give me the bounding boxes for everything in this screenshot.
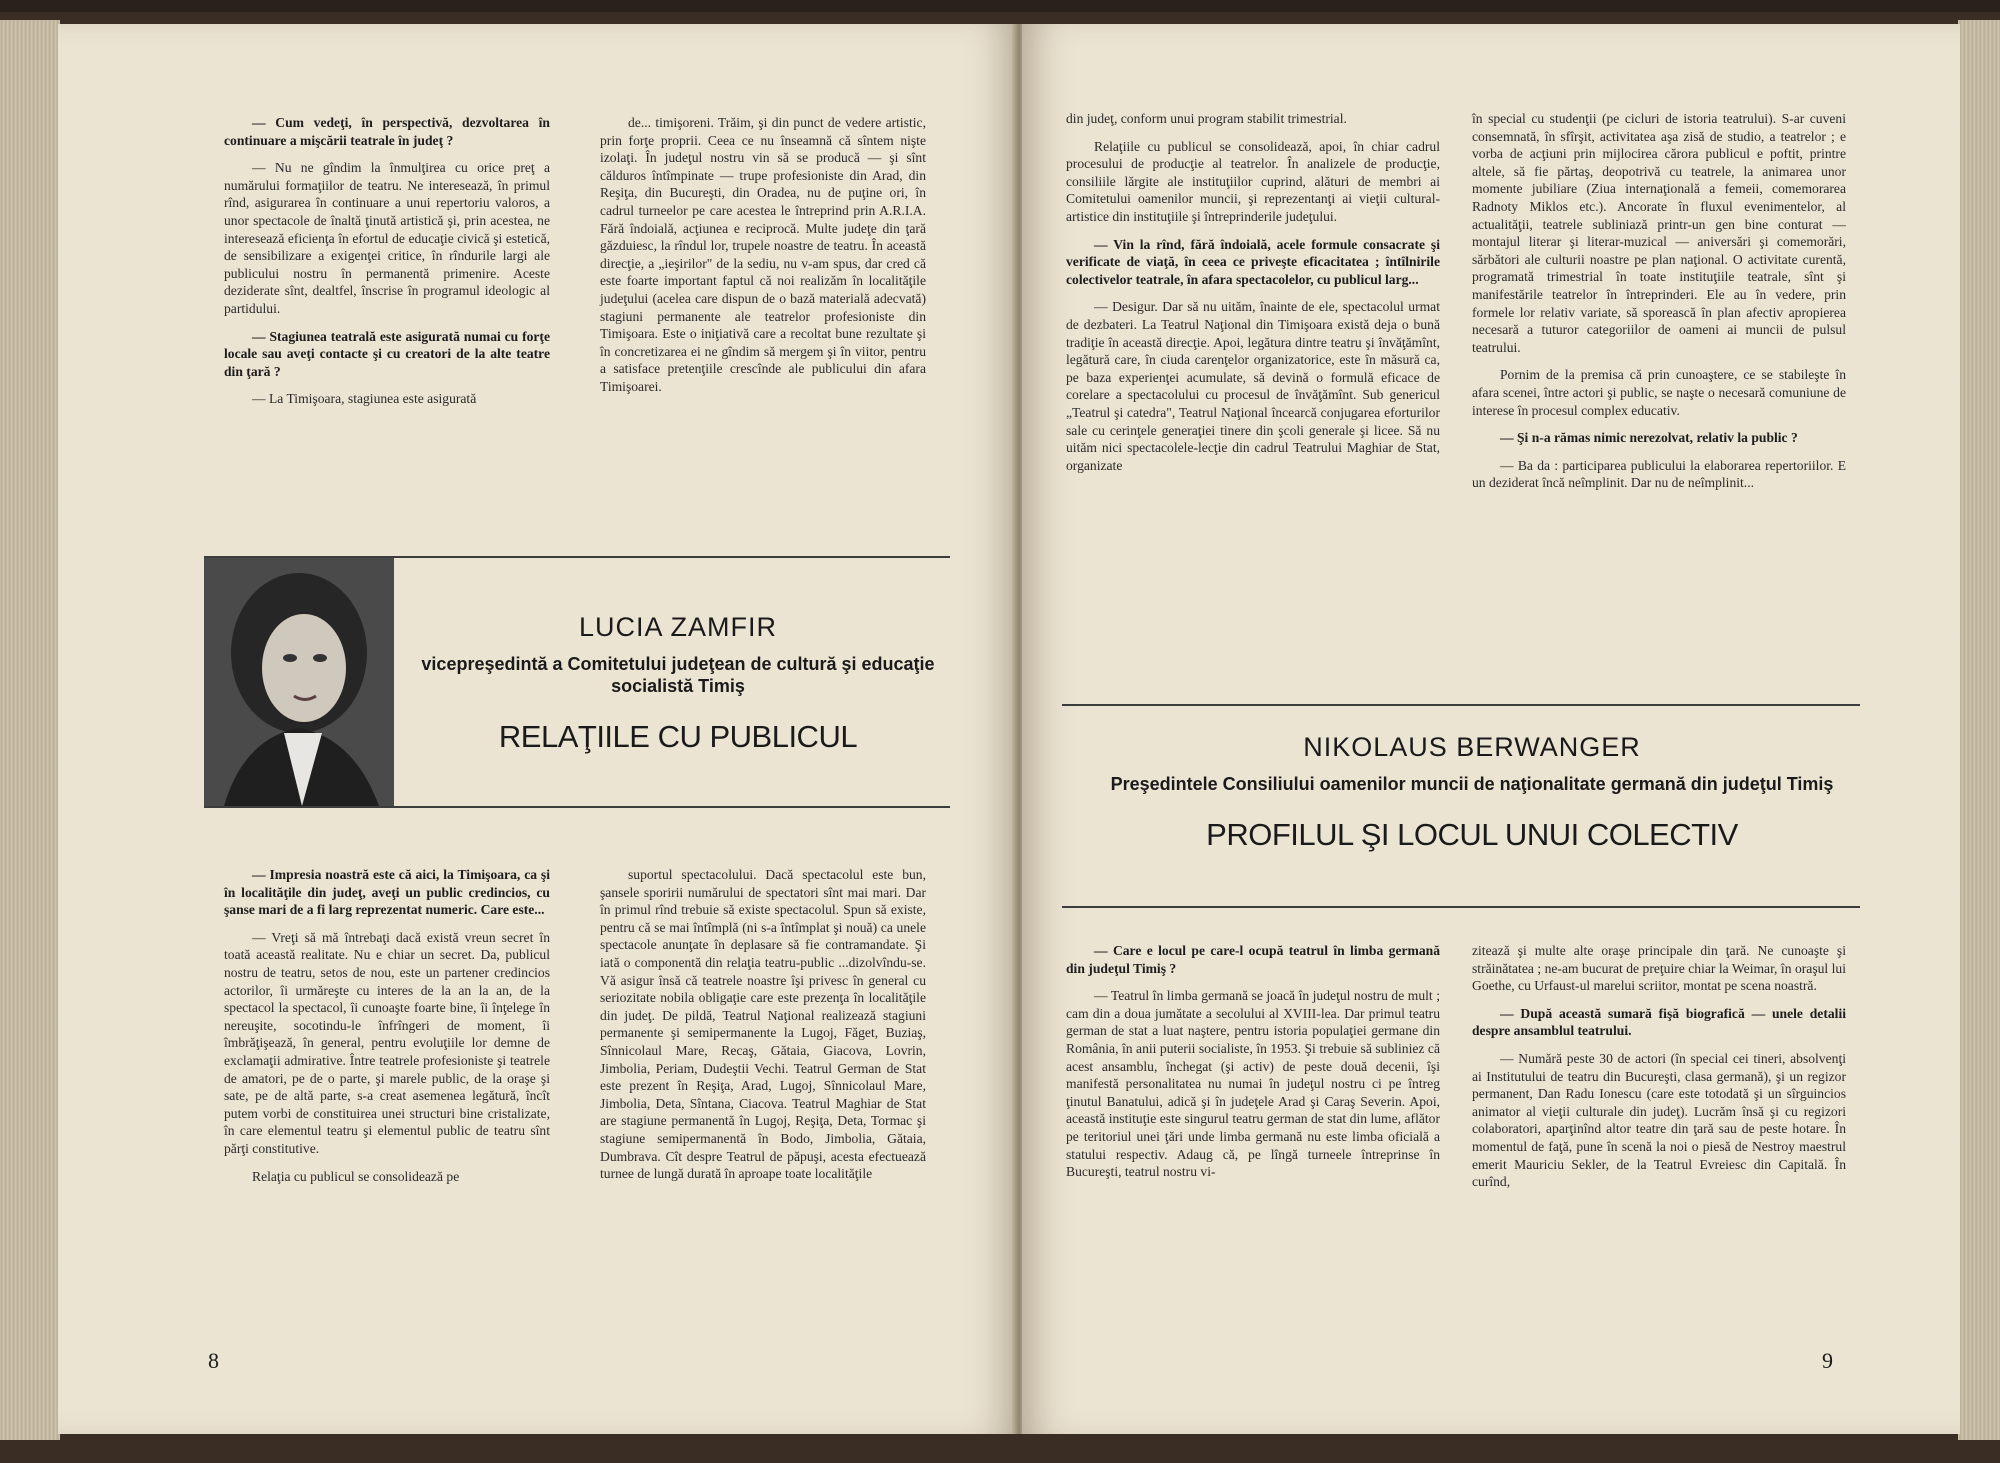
left-bottom-column-2 [600, 866, 926, 1193]
article-title-right: PROFILUL ŞI LOCUL UNUI COLECTIV [1206, 817, 1738, 852]
paragraph: — Ba da : participarea publicului la elaborarea repertoriilor. E un deziderat încă neîmplinit. Dar nu de neîmplinit... [1472, 457, 1846, 491]
paragraph: Pornim de la premisa că prin cunoaştere, ce se stabileşte în afara scenei, între actori şi public, se naşte o necesară comuniune de interese în procesul complex educativ. [1472, 367, 1846, 418]
right-top-column-1 [1066, 110, 1440, 484]
paragraph: Relaţia cu publicul se consolidează pe [252, 1168, 460, 1184]
page-edges-left [0, 20, 60, 1440]
right-top-column-2 [1472, 110, 1846, 502]
top-divider-rule-right [1062, 704, 1860, 706]
paragraph: zitează şi multe alte oraşe principale din ţară. Ne cunoaşte şi străinătatea ; ne-am bucurat de preţuire chiar la Weimar, în oraşul lui Goethe, cu Urfaust-ul marelui scriitor, montat pe scena noastră. [1472, 943, 1846, 994]
page-number-right: 9 [1822, 1348, 1833, 1373]
interviewee-name: LUCIA ZAMFIR [578, 612, 778, 642]
paragraph: — Nu ne gîndim la înmulţirea cu orice preţ a numărului formaţiilor de teatru. Ne interesează, în primul rînd, asigurarea în continuare a unui repertoriu valoros, a unor spectacole de înaltă ţinută artistică şi, prin acestea, ne interesează eficienţa în efortul de educaţie civică şi estetică, de sensibilizare a exigenţei critice, în rîndurile largi ale publicului nostru în permanentă primenire. Aceste deziderate sînt, dealtfel, înscrise în programul ideologic al partidului. [224, 160, 550, 316]
interviewee-role-right: Preşedintele Consiliului oamenilor muncii de naţionalitate germană din judeţul Timiş [1110, 774, 1834, 794]
interview-question: — Care e locul pe care-l ocupă teatrul în limba germană din judeţul Timiş ? [1066, 943, 1440, 976]
interview-question: — După această sumară fişă biografică — unele detalii despre ansamblul teatrului. [1472, 1005, 1846, 1039]
left-top-column-1 [224, 114, 550, 418]
paragraph: din judeţ, conform unui program stabilit trimestrial. [1066, 111, 1347, 126]
book-binding [0, 0, 2000, 12]
interviewee-role: vicepreşedintă a Comitetului judeţean de cultură şi educaţie socialistă Timiş [421, 654, 935, 696]
interview-question: — Cum vedeţi, în perspectivă, dezvoltarea în continuare a mişcării teatrale în judeţ ? [224, 115, 550, 148]
interview-question: — Vin la rînd, fără îndoială, acele formule consacrate şi verificate de viaţă, în ceea ce priveşte eficacitatea ; întîlnirile colectivelor teatrale, în afara spectacolelor, cu publicul larg... [1066, 236, 1440, 287]
interview-question: — Impresia noastră este că aici, la Timişoara, ca şi în localităţile din judeţ, aveţi un public credincios, cu şanse mari de a fi larg reprezentat numeric. Care este... [224, 867, 550, 918]
paragraph: Relaţiile cu publicul se consolidează, apoi, în chiar cadrul procesului de producţie al teatrelor. În analizele de producţie, consiliile lărgite ale instituţiilor cuprind, alături de membri ai Comitetului oamenilor muncii, şi reprezentanţi ai vieţii cultural-artistice din instituţiile şi întreprinderile judeţului. [1066, 138, 1440, 224]
paragraph: de... timişoreni. Trăim, şi din punct de vedere artistic, prin forţe proprii. Ceea ce nu înseamnă că sîntem nişte izolaţi. În judeţul nostru vin să se producă — şi sînt călduros întîmpinate — trupe profesioniste din Arad, din Reşiţa, din Bucureşti, din Oradea, nu de puţine ori, în cadrul turneelor pe care acestea le întreprind prin A.R.I.A. Fără îndoială, acţiunea e reciprocă. Multe judeţe din ţară găzduiesc, la rîndul lor, trupele noastre de teatru. În această direcţie, a „ieşirilor" de la sediu, nu v-am spus, dar cred că este foarte important faptul că noi realizăm în localităţile judeţului (acelea care dispun de o bază materială adecvată) stagiuni permanente ale teatrelor profesioniste din Timişoara. Este o iniţiativă care a recoltat bune rezultate şi în concretizarea ei ne gîndim să mergem şi în viitor, pentru a satisface pretenţiile crescînde ale publicului din afara Timişoarei. [600, 115, 926, 394]
paragraph: suportul spectacolului. Dacă spectacolul este bun, şansele sporirii numărului de spectatori sînt mai mari. Dar în primul rînd trebuie să existe spectacolul. Spun să existe, pentru că se mai întîmplă (ni s-a întîmplat şi nouă) ca unele spectacole anunţate în deplasare să fie contramandate. Şi iată o componentă din relaţia teatru-public ...dizolvîndu-se. Vă asigur însă că teatrele noastre îşi privesc în general cu seriozitate nobila obligaţie care este prezenţa în localităţile din judeţ. De pildă, Teatrul Naţional realizează stagiuni permanente şi semipermanente la Lugoj, Făget, Buziaş, Sînnicolaul Mare, Recaş, Gătaia, Giacova, Lovrin, Jimbolia, Periam, Dudeştii Vechi. Teatrul German de Stat este prezent în Reşiţa, Arad, Lugoj, Sînnicolaul Mare, Jimbolia, Deta, Sîntana, Ciacova. Teatrul Maghiar de Stat are stagiune permanentă în Lugoj, Reşiţa, Deta, Tormac şi stagiune semipermanentă în Bodo, Jimbolia, Gătaia, Dumbrava. Cît despre Teatrul de păpuşi, acesta efectuează turnee de lungă durată în aproape toate localităţile [600, 867, 926, 1182]
mid-divider-rule-right [1062, 906, 1860, 908]
article-title: RELAŢIILE CU PUBLICUL [498, 719, 858, 754]
paragraph: — Teatrul în limba germană se joacă în judeţul nostru de mult ; cam din a doua jumătate a secolului al XVIII-lea. Dar primul teatru german de stat a luat naştere, pentru istoria populaţiei germane din România, în anii puterii socialiste, în 1953. Şi trebuie să subliniez că acest ansamblu, închegat (şi activ) de peste două decenii, îşi manifestă personalitatea nu numai în judeţul nostru ci pe întreg ţinutul Banatului, adică şi în judeţele Arad şi Caraş Severin. Apoi, această instituţie este singurul teatru german de stat din lume, aflător pe teritoriul unei ţări unde limba germană nu este limba oficială a statului respectiv. Adaug că, pe lîngă turneele întreprinse în Bucureşti, teatrul nostru vi- [1066, 988, 1440, 1180]
page-number-left: 8 [208, 1348, 219, 1373]
paragraph: — Vreţi să mă întrebaţi dacă există vreun secret în toată această realitate. Nu e chiar un secret. Da, publicul nostru de teatru, setos de nou, este un partener credincios actorilor, îi urmăreşte cu interes de la an la an, de la spectacol la spectacol, îi cunoaşte foarte bine, îi înţelege în nereuşite, socotindu-le înfrîngeri de moment, îi îmbrăţişează, în general, pentru evoluţiile lor demne de exclamaţii admirative. Între teatrele profesioniste şi teatrele de amatori, pe de o parte, şi marele public, de la oraşe şi sate, pe de altă parte, s-a creat asemenea legătură, încît putem vorbi de constituirea unei structuri bine cristalizate, în care elementul teatru şi elementul public de teatru sînt părţi constitutive. [224, 929, 550, 1156]
interview-question: — Şi n-a rămas nimic nerezolvat, relativ la public ? [1500, 430, 1798, 446]
interview-question: — Stagiunea teatrală este asigurată numai cu forţe locale sau aveţi contacte şi cu creatori de la alte teatre din ţară ? [224, 328, 550, 379]
left-page [58, 24, 1016, 1434]
left-bottom-column-1 [224, 866, 550, 1195]
paragraph: în special cu studenţii (pe cicluri de istoria teatrului). S-ar cuveni consemnată, în sfîrşit, activitatea aşa zisă de studio, a teatrelor ; e vorba de acţiuni prin mijlocirea cărora publicul e poftit, printre altele, să fie părtaş, deopotrivă cu teatrele, la animarea unor momente jubiliare (Ziua internaţională a femeii, comemorarea Radnoty Miklos etc.). Ancorate în fluxul evenimentelor, al actualităţii, teatrele subliniază printr-un gen bine conturat — montajul literar şi literar-muzical — aniversări şi comemorări, sărbători ale culturii noastre pe plan naţional. O activitate curentă, programată trimestrial în toate instituţiile teatrale, sînt şi manifestările teatrelor în întreprinderi. Ele au în vedere, prin formele lor relativ variate, să sporească în plan afectiv apropierea necesară a tuturor categoriilor de oameni ai muncii de pulsul teatrului. [1472, 111, 1846, 355]
page-edges-right [1958, 20, 2000, 1440]
interviewee-name-right: NIKOLAUS BERWANGER [1303, 732, 1641, 762]
mid-divider-rule [204, 806, 950, 808]
interview-header-right [1102, 732, 1842, 853]
paragraph: — Desigur. Dar să nu uităm, înainte de ele, spectacolul urmat de dezbateri. La Teatrul Naţional din Timişoara există deja o bună tradiţie în această direcţie. Apoi, legătura dintre teatru şi învăţămînt, legătură care, în ciuda carenţelor organizatorice, este în măsură ca, pe baza experienţei acumulate, să devină o formulă eficace de corelare a spectacolului cu procesul de învăţămînt. Sub genericul „Teatrul şi catedra", Teatrul Naţional încearcă conjugarea eforturilor sale cu cerinţele generaţiei tinere din şcoli generale şi licee. Să nu uităm nici spectacolele-lecţie din cadrul Teatrului Maghiar de Stat, organizate [1066, 299, 1440, 473]
interview-header-left [418, 612, 938, 755]
right-bottom-column-2 [1472, 942, 1846, 1201]
portrait-photo [204, 558, 394, 806]
paragraph: — Numără peste 30 de actori (în special cei tineri, absolvenţi ai Institutului de teatru din Bucureşti, clasa germană), şi un regizor permanent, Dan Radu Ionescu (care este totodată şi un sîrguincios animator al vieţii culturale din judeţ). Lucrăm însă şi cu regizori colaboratori, aparţinînd altor teatre din ţară sau de peste hotare. În momentul de faţă, pune în scenă la noi o piesă de Nestroy maestrul emerit Mauriciu Sekler, de la Teatrul Evreiesc din Capitală. În curînd, [1472, 1050, 1846, 1190]
right-page [1022, 24, 1960, 1434]
paragraph: — La Timişoara, stagiunea este asigurată [252, 391, 477, 407]
right-bottom-column-1 [1066, 942, 1440, 1191]
left-top-column-2 [600, 114, 926, 406]
